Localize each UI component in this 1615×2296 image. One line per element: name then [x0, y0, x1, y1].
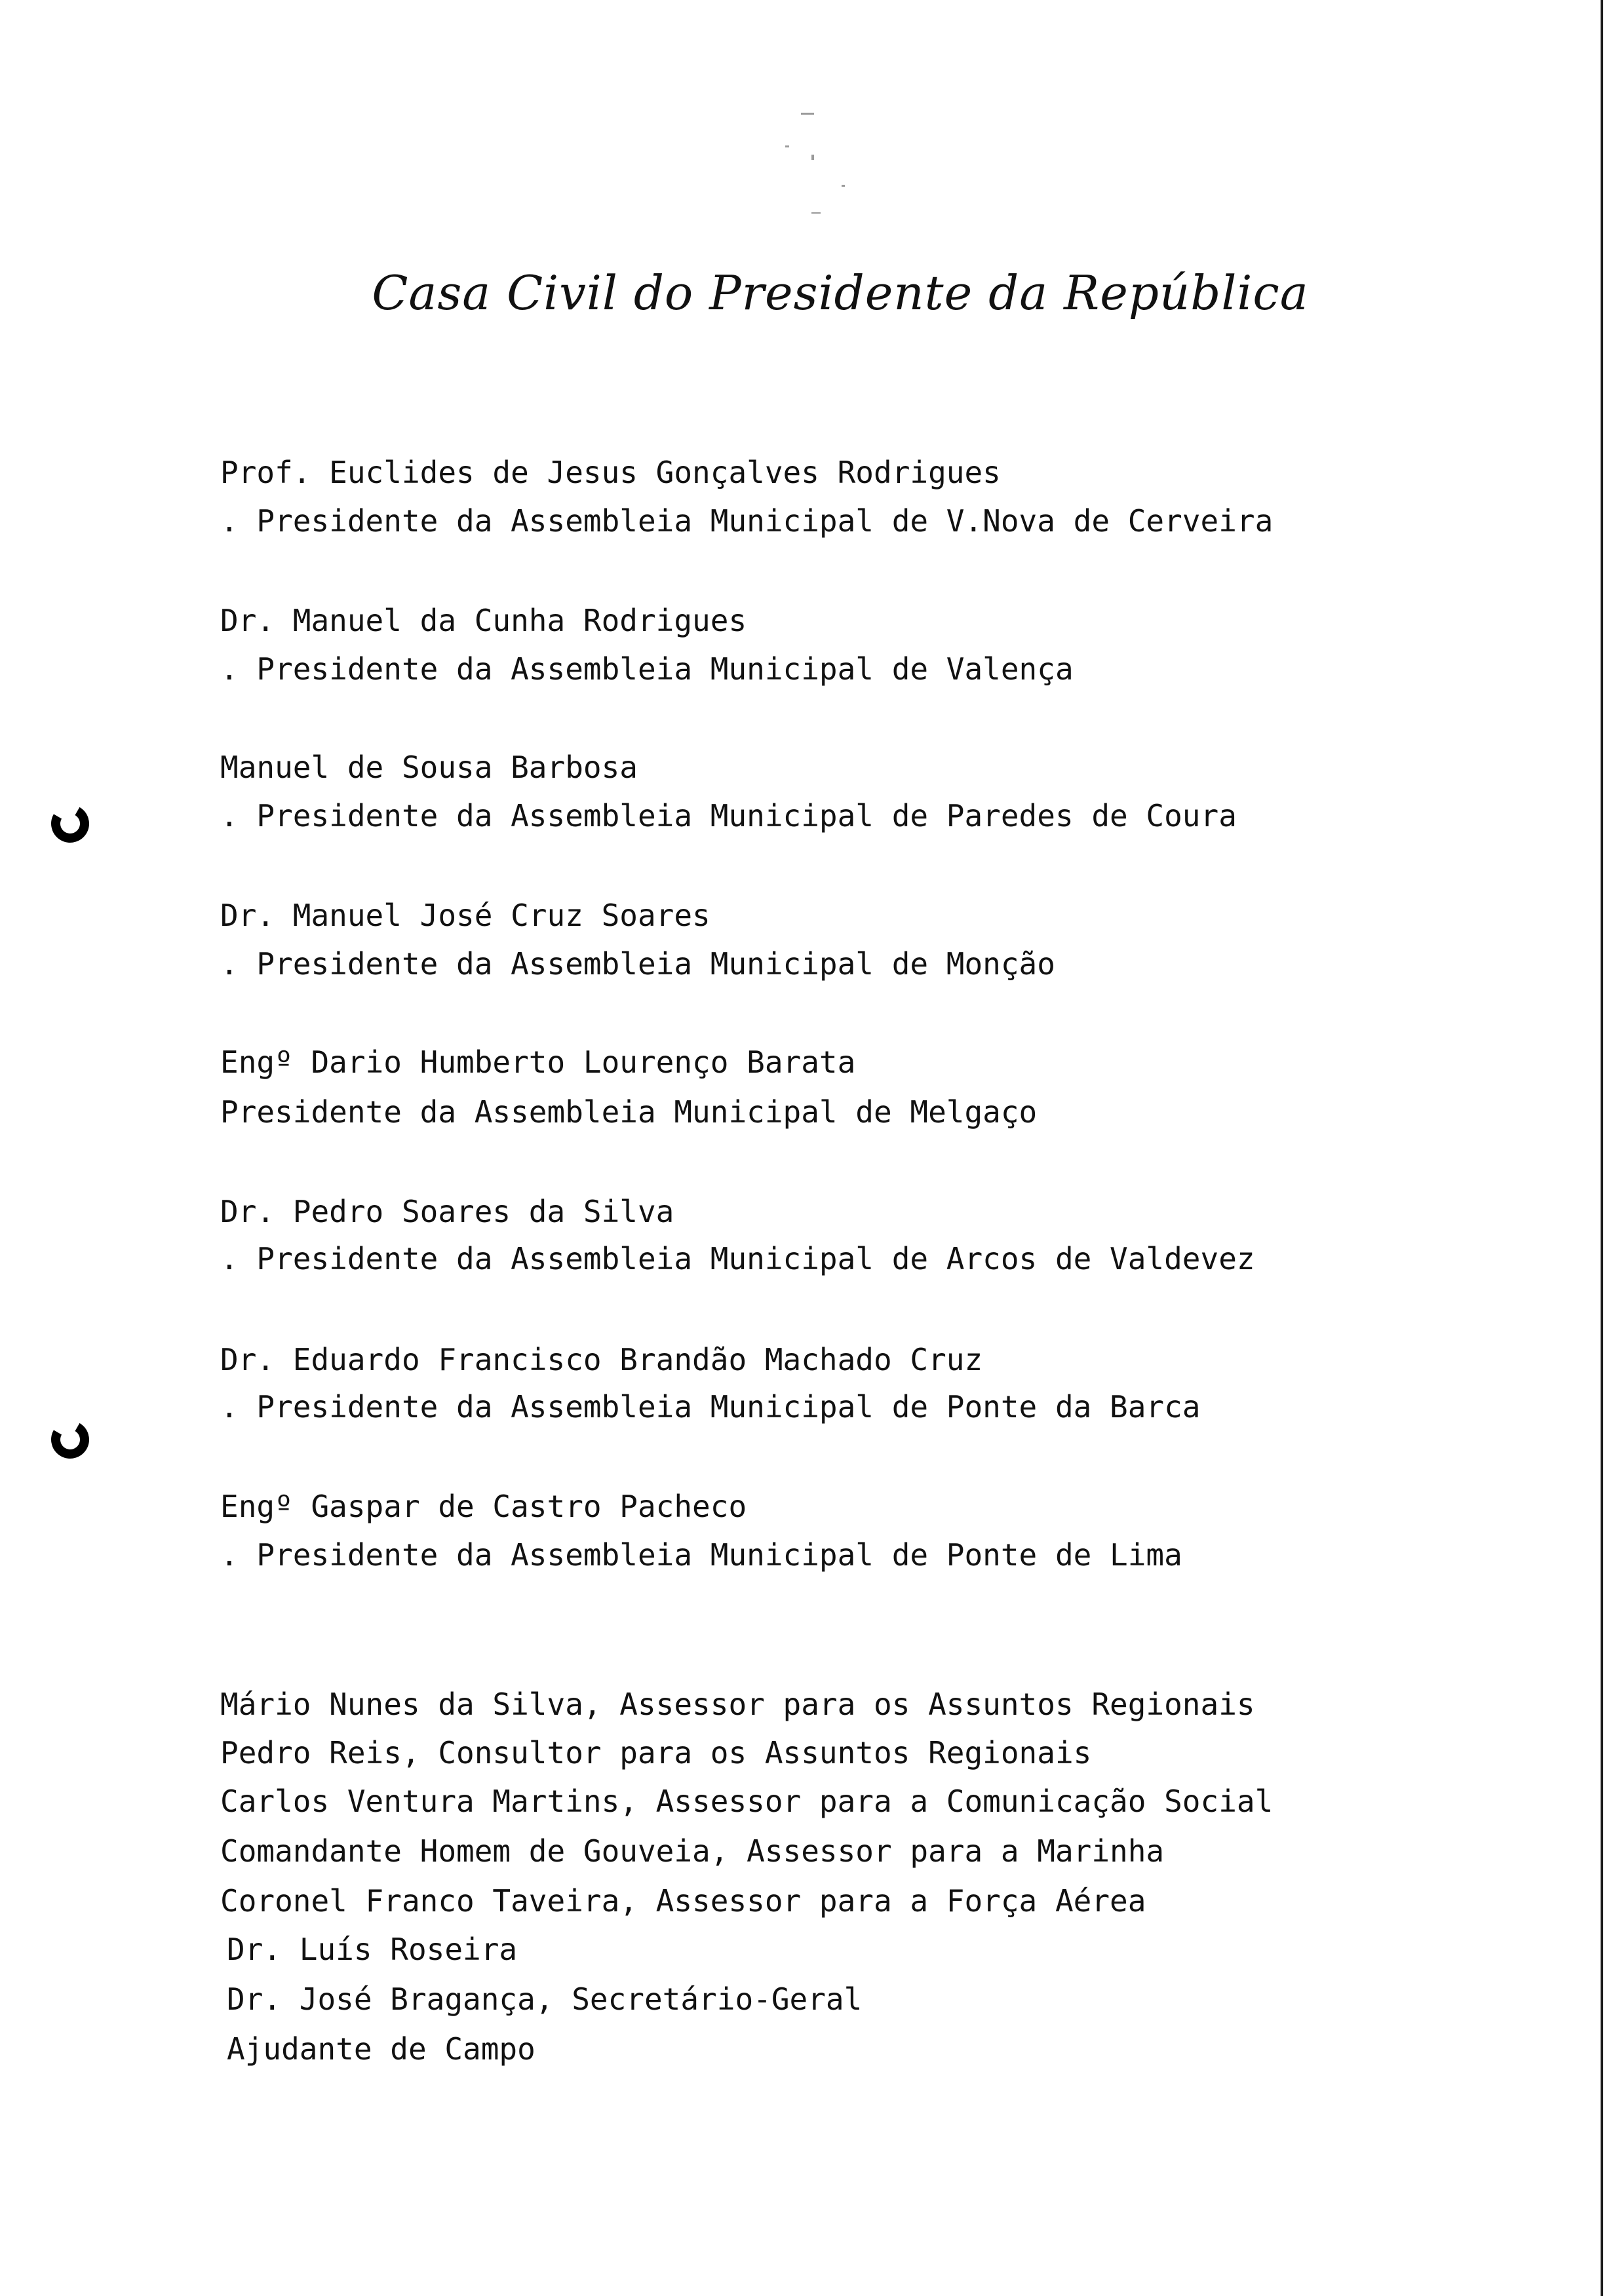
attendee-role: Presidente da Assembleia Municipal de Melgaço [220, 1094, 1038, 1130]
scan-speck [801, 113, 814, 115]
page-edge-line [1601, 0, 1603, 2296]
attendee-role: . Presidente da Assembleia Municipal de Arcos de Valdevez [220, 1241, 1255, 1276]
attendee-role: . Presidente da Assembleia Municipal de Monção [220, 946, 1055, 982]
attendee-name: Engº Gaspar de Castro Pacheco [220, 1489, 747, 1524]
staff-entry: Comandante Homem de Gouveia, Assessor para a Marinha [220, 1833, 1165, 1869]
letterhead: Casa Civil do Presidente da República [372, 265, 1309, 320]
attendee-role: . Presidente da Assembleia Municipal de V.Nova de Cerveira [220, 503, 1274, 539]
scan-speck [842, 185, 845, 187]
staff-entry: Carlos Ventura Martins, Assessor para a Comunicação Social [220, 1784, 1274, 1819]
punch-hole-icon [47, 1416, 93, 1463]
attendee-name: Dr. Manuel da Cunha Rodrigues [220, 603, 747, 638]
staff-entry: Dr. José Bragança, Secretário-Geral [227, 1981, 863, 2017]
attendee-role: . Presidente da Assembleia Municipal de Ponte de Lima [220, 1537, 1182, 1573]
attendee-name: Manuel de Sousa Barbosa [220, 750, 638, 785]
staff-entry: Mário Nunes da Silva, Assessor para os Assuntos Regionais [220, 1687, 1255, 1722]
staff-entry: Dr. Luís Roseira [227, 1932, 518, 1967]
attendee-role: . Presidente da Assembleia Municipal de Paredes de Coura [220, 798, 1237, 833]
staff-entry: Pedro Reis, Consultor para os Assuntos Regionais [220, 1735, 1092, 1770]
scan-speck [785, 145, 789, 147]
attendee-name: Dr. Manuel José Cruz Soares [220, 898, 710, 933]
attendee-role: . Presidente da Assembleia Municipal de Valença [220, 651, 1074, 687]
staff-entry: Coronel Franco Taveira, Assessor para a Força Aérea [220, 1883, 1146, 1919]
scan-speck [811, 155, 814, 160]
attendee-name: Dr. Eduardo Francisco Brandão Machado Cruz [220, 1342, 983, 1377]
attendee-name: Dr. Pedro Soares da Silva [220, 1194, 674, 1229]
attendee-role: . Presidente da Assembleia Municipal de Ponte da Barca [220, 1389, 1201, 1425]
staff-entry: Ajudante de Campo [227, 2031, 535, 2067]
attendee-name: Prof. Euclides de Jesus Gonçalves Rodrigues [220, 455, 1001, 490]
scan-speck [811, 212, 821, 214]
attendee-name: Engº Dario Humberto Lourenço Barata [220, 1044, 856, 1080]
punch-hole-icon [47, 800, 93, 847]
